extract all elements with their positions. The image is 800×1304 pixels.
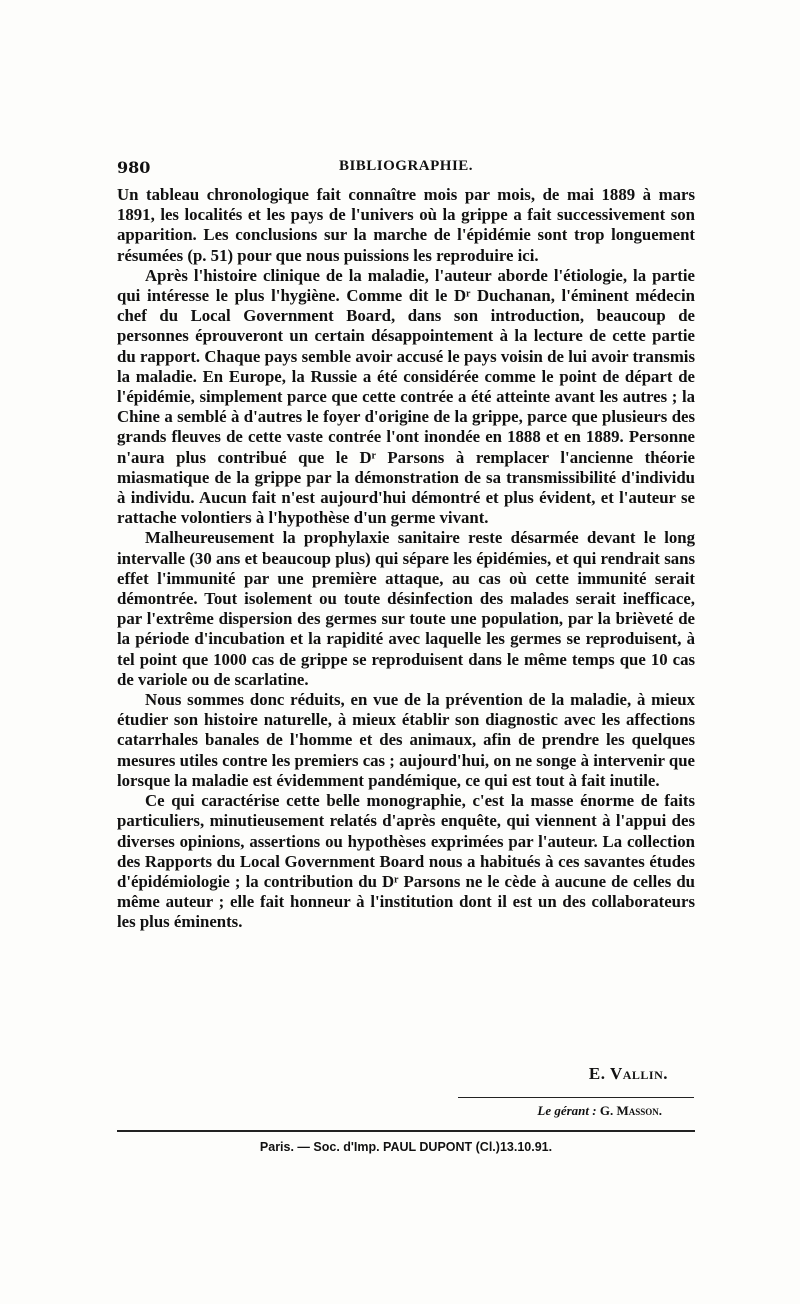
gerant-name: G. Masson. bbox=[599, 1103, 662, 1118]
paragraph: Après l'histoire clinique de la maladie, l'auteur aborde l'étiologie, la partie qui intéresse le plus l'hygiène. Comme dit le Dʳ Duchanan, l'éminent médecin chef du Local Government Board, dans son introduction, beaucoup de personnes éprouveront un certain désappointement à la lecture de cette partie du rapport. Chaque pays semble avoir accusé le pays voisin de lui avoir transmis la maladie. En Europe, la Russie a été considérée comme le point de départ de l'épidémie, simplement parce que cette contrée a été atteinte avant les autres ; la Chine a semblé à d'autres le foyer d'origine de la grippe, parce que plusieurs des grands fleuves de cette vaste contrée l'ont inondée en 1888 et en 1889. Personne n'aura plus contribué que le Dʳ Parsons à remplacer l'ancienne théorie miasmatique de la grippe par la démonstration de sa transmissibilité d'individu à individu. Aucun fait n'est aujourd'hui démontré et plus évident, et l'auteur se rattache volontiers à l'hypothèse d'un germe vivant. bbox=[117, 265, 695, 528]
page-number: 980 bbox=[117, 158, 151, 177]
printer-imprint: Paris. — Soc. d'Imp. PAUL DUPONT (Cl.)13.10.91. bbox=[259, 1140, 553, 1154]
paragraph: Malheureusement la prophylaxie sanitaire reste désarmée devant le long intervalle (30 ans et beaucoup plus) qui sépare les épidémies, et qui rendrait sans effet l'immunité par une première attaque, au cas où cette immunité serait démontrée. Tout isolement ou toute désinfection des malades serait inefficace, par l'extrême dispersion des germes sur toute une population, par la brièveté de la période d'incubation et la rapidité avec laquelle les germes se reproduisent, à tel point que 1000 cas de grippe se reproduisent dans le même temps que 10 cas de variole ou de scarlatine. bbox=[117, 528, 695, 689]
body-text bbox=[117, 185, 695, 933]
paragraph: Ce qui caractérise cette belle monographie, c'est la masse énorme de faits particuliers, minutieusement relatés d'après enquête, qui viennent à l'appui des diverses opinions, assertions ou hypothèses exprimées par l'auteur. La collection des Rapports du Local Government Board nous a habitués à ces savantes études d'épidémiologie ; la contribution du Dʳ Parsons ne le cède à aucune de celles du même auteur ; elle fait honneur à l'institution dont il est un des collaborateurs les plus éminents. bbox=[117, 791, 695, 932]
paragraph: Un tableau chronologique fait connaître mois par mois, de mai 1889 à mars 1891, les localités et les pays de l'univers où la grippe a fait successivement son apparition. Les conclusions sur la marche de l'épidémie sont trop longuement résumées (p. 51) pour que nous puissions les reproduire ici. bbox=[117, 185, 695, 265]
author-signature: E. Vallin. bbox=[588, 1064, 668, 1083]
gerant-line bbox=[537, 1103, 662, 1119]
separator-rule bbox=[458, 1097, 694, 1098]
page-header bbox=[117, 158, 695, 180]
footer-rule bbox=[117, 1130, 695, 1132]
paragraph: Nous sommes donc réduits, en vue de la prévention de la maladie, à mieux étudier son histoire naturelle, à mieux établir son diagnostic avec les affections catarrhales banales de l'homme et des animaux, afin de prendre les quelques mesures utiles contre les premiers cas ; aujourd'hui, on ne songe à intervenir que lorsque la maladie est évidemment pandémique, ce qui est tout à fait inutile. bbox=[117, 690, 695, 790]
gerant-label: Le gérant : bbox=[537, 1103, 597, 1118]
running-title: BIBLIOGRAPHIE. bbox=[338, 158, 474, 174]
